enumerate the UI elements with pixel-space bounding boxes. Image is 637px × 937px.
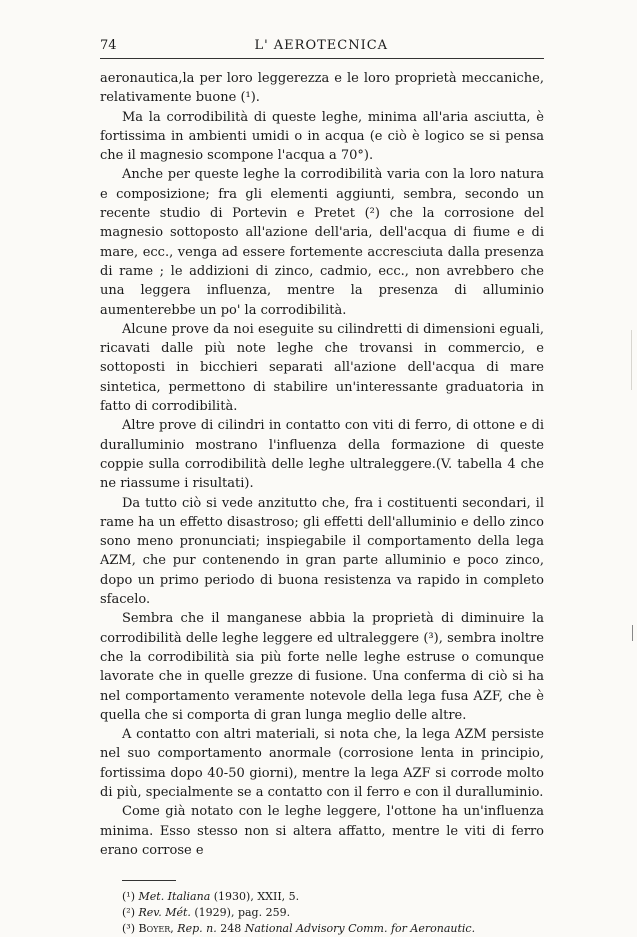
footnote-detail: (1929), pag. 259. <box>194 906 291 920</box>
footnote-detail: National Advisory Comm. for Aeronautic. <box>244 922 476 936</box>
footnote-source: Rep. n. <box>177 922 217 936</box>
paragraph: Ma la corrodibilità di queste leghe, minima all'aria asciutta, è fortissima in ambienti umidi o in acqua (e ciò è logico se si pensa che il magnesio scompone l'acqua a 70°). <box>100 109 544 164</box>
footnote-mark: (¹) <box>122 890 135 904</box>
footnote-author: Boyer, <box>138 922 174 936</box>
running-header <box>100 38 544 59</box>
paragraph: Altre prove di cilindri in contatto con viti di ferro, di ottone e di duralluminio mostrano l'influenza della formazione di queste coppie sulla corrodibilità delle leghe ultraleggere.(V. tabella 4 che ne riassume i risultati). <box>100 418 544 492</box>
footnote-detail: (1930), XXII, 5. <box>213 890 300 904</box>
page-number: 74 <box>100 38 117 53</box>
paragraph: Anche per queste leghe la corrodibilità varia con la loro natura e composizione; fra gli elementi aggiunti, sembra, secondo un recente studio di Portevin e Pretet (²) che la corrosione del magnesio sottoposto all'azione dell'aria, dell'acqua di fiume e di mare, ecc., venga ad essere fortemente accresciuta dalla presenza di rame ; le addizioni di zinco, cadmio, ecc., non avrebbero che una leggera influenza, mentre la presenza di alluminio aumenterebbe un po' la corrodibilità. <box>100 167 544 318</box>
scan-margin-mark <box>632 625 633 641</box>
page <box>100 38 544 937</box>
paragraph: Come già notato con le leghe leggere, l'ottone ha un'influenza minima. Esso stesso non si altera affatto, mentre le viti di ferro erano corrose e <box>100 804 544 858</box>
running-title: L' AEROTECNICA <box>254 38 389 53</box>
footnote-source: Met. Italiana <box>138 890 211 904</box>
footnote-divider <box>122 880 176 881</box>
body-text <box>100 69 544 860</box>
paragraph: Da tutto ciò si vede anzitutto che, fra i costituenti secondari, il rame ha un effetto disastroso; gli effetti dell'alluminio e dello zinco sono meno pronunciati; inspiegabile il comportamento della lega AZM, che pur contenendo in gran parte alluminio e poco zinco, dopo un primo periodo di buona resistenza va rapido in completo sfacelo. <box>100 495 544 608</box>
paragraph: Alcune prove da noi eseguite su cilindretti di dimensioni eguali, ricavati dalle più note leghe che trovansi in commercio, e sottoposti in bicchieri separati all'azione dell'acqua di mare sintetica, permettono di stabilire un'interessante graduatoria in fatto di corrodibilità. <box>100 321 544 415</box>
footnote-mark: (³) <box>122 922 135 936</box>
paragraph: Sembra che il manganese abbia la proprietà di diminuire la corrodibilità delle leghe leggere ed ultraleggere (³), sembra inoltre che la corrodibilità sia più forte nelle leghe estruse o comunque lavorate che in quelle grezze di fusione. Una conferma di ciò si ha nel comportamento veramente notevole della lega fusa AZF, che è quella che si comporta di gran lunga meglio delle altre. <box>100 611 544 723</box>
footnotes <box>100 889 544 937</box>
footnote <box>122 889 544 905</box>
footnote-source: Rev. Mét. <box>138 906 191 920</box>
footnote-number: 248 <box>220 922 242 936</box>
scan-margin-mark <box>631 330 632 390</box>
footnote-mark: (²) <box>122 906 135 920</box>
footnote <box>122 905 544 921</box>
paragraph: A contatto con altri materiali, si nota che, la lega AZM persiste nel suo comportamento anormale (corrosione lenta in principio, fortissima dopo 40-50 giorni), mentre la lega AZF si corrode molto di più, specialmente se a contatto con il ferro e con il duralluminio. <box>100 727 544 800</box>
footnote <box>122 921 544 937</box>
paragraph: aeronautica,la per loro leggerezza e le loro proprietà meccaniche, relativamente buone (¹). <box>100 71 544 106</box>
